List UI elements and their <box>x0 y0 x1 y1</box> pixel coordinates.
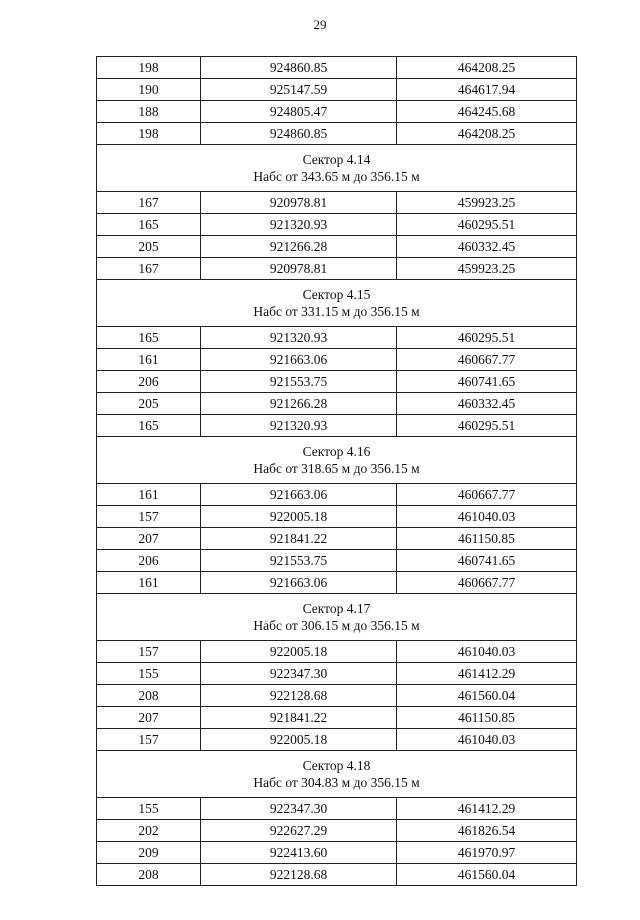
y-coordinate-cell: 464617.94 <box>397 79 577 101</box>
x-coordinate-cell: 924860.85 <box>201 57 397 79</box>
table-row <box>97 192 577 214</box>
table-row <box>97 258 577 280</box>
x-coordinate-cell: 924860.85 <box>201 123 397 145</box>
point-number-cell: 198 <box>97 57 201 79</box>
point-number-cell: 207 <box>97 528 201 550</box>
sector-height-range: Набс от 304.83 м до 356.15 м <box>253 775 420 790</box>
point-number-cell: 157 <box>97 641 201 663</box>
sector-header-row <box>97 437 577 484</box>
x-coordinate-cell: 925147.59 <box>201 79 397 101</box>
table-row <box>97 685 577 707</box>
sector-height-range: Набс от 318.65 м до 356.15 м <box>253 461 420 476</box>
sector-header-row <box>97 594 577 641</box>
point-number-cell: 155 <box>97 663 201 685</box>
sector-header <box>97 145 577 192</box>
y-coordinate-cell: 459923.25 <box>397 192 577 214</box>
y-coordinate-cell: 460667.77 <box>397 349 577 371</box>
coordinates-table <box>96 56 577 886</box>
point-number-cell: 209 <box>97 842 201 864</box>
point-number-cell: 208 <box>97 864 201 886</box>
y-coordinate-cell: 460667.77 <box>397 484 577 506</box>
x-coordinate-cell: 922005.18 <box>201 729 397 751</box>
x-coordinate-cell: 921663.06 <box>201 572 397 594</box>
x-coordinate-cell: 922128.68 <box>201 864 397 886</box>
table-row <box>97 550 577 572</box>
point-number-cell: 155 <box>97 798 201 820</box>
y-coordinate-cell: 461970.97 <box>397 842 577 864</box>
point-number-cell: 188 <box>97 101 201 123</box>
point-number-cell: 165 <box>97 415 201 437</box>
table-row <box>97 707 577 729</box>
point-number-cell: 167 <box>97 192 201 214</box>
y-coordinate-cell: 460741.65 <box>397 550 577 572</box>
point-number-cell: 202 <box>97 820 201 842</box>
sector-title: Сектор 4.14 <box>302 152 371 167</box>
page-number: 29 <box>313 17 327 32</box>
point-number-cell: 198 <box>97 123 201 145</box>
y-coordinate-cell: 461150.85 <box>397 528 577 550</box>
sector-header <box>97 751 577 798</box>
x-coordinate-cell: 924805.47 <box>201 101 397 123</box>
x-coordinate-cell: 921266.28 <box>201 236 397 258</box>
x-coordinate-cell: 921266.28 <box>201 393 397 415</box>
y-coordinate-cell: 461150.85 <box>397 707 577 729</box>
coordinates-table-body <box>97 57 577 886</box>
table-row <box>97 798 577 820</box>
table-row <box>97 663 577 685</box>
x-coordinate-cell: 920978.81 <box>201 258 397 280</box>
y-coordinate-cell: 461040.03 <box>397 729 577 751</box>
table-row <box>97 484 577 506</box>
sector-header-row <box>97 145 577 192</box>
x-coordinate-cell: 921663.06 <box>201 349 397 371</box>
x-coordinate-cell: 922005.18 <box>201 506 397 528</box>
y-coordinate-cell: 459923.25 <box>397 258 577 280</box>
point-number-cell: 165 <box>97 214 201 236</box>
point-number-cell: 161 <box>97 349 201 371</box>
y-coordinate-cell: 461560.04 <box>397 685 577 707</box>
table-row <box>97 79 577 101</box>
sector-title: Сектор 4.15 <box>302 287 371 302</box>
sector-header <box>97 280 577 327</box>
y-coordinate-cell: 464208.25 <box>397 57 577 79</box>
table-row <box>97 506 577 528</box>
table-row <box>97 101 577 123</box>
table-row <box>97 528 577 550</box>
x-coordinate-cell: 921841.22 <box>201 528 397 550</box>
y-coordinate-cell: 461412.29 <box>397 663 577 685</box>
point-number-cell: 206 <box>97 550 201 572</box>
x-coordinate-cell: 922347.30 <box>201 798 397 820</box>
point-number-cell: 207 <box>97 707 201 729</box>
y-coordinate-cell: 460332.45 <box>397 236 577 258</box>
sector-title: Сектор 4.16 <box>302 444 371 459</box>
table-row <box>97 57 577 79</box>
point-number-cell: 157 <box>97 506 201 528</box>
y-coordinate-cell: 460295.51 <box>397 327 577 349</box>
x-coordinate-cell: 922128.68 <box>201 685 397 707</box>
table-row <box>97 415 577 437</box>
sector-header <box>97 594 577 641</box>
point-number-cell: 165 <box>97 327 201 349</box>
x-coordinate-cell: 921553.75 <box>201 550 397 572</box>
x-coordinate-cell: 921553.75 <box>201 371 397 393</box>
table-row <box>97 349 577 371</box>
sector-title: Сектор 4.18 <box>302 758 371 773</box>
table-row <box>97 641 577 663</box>
y-coordinate-cell: 460667.77 <box>397 572 577 594</box>
point-number-cell: 206 <box>97 371 201 393</box>
table-row <box>97 236 577 258</box>
table-row <box>97 371 577 393</box>
x-coordinate-cell: 921663.06 <box>201 484 397 506</box>
table-row <box>97 572 577 594</box>
y-coordinate-cell: 460295.51 <box>397 415 577 437</box>
point-number-cell: 161 <box>97 572 201 594</box>
sector-height-range: Набс от 331.15 м до 356.15 м <box>253 304 420 319</box>
x-coordinate-cell: 922347.30 <box>201 663 397 685</box>
sector-header-row <box>97 280 577 327</box>
y-coordinate-cell: 461040.03 <box>397 641 577 663</box>
point-number-cell: 167 <box>97 258 201 280</box>
sector-header-row <box>97 751 577 798</box>
y-coordinate-cell: 464245.68 <box>397 101 577 123</box>
x-coordinate-cell: 922005.18 <box>201 641 397 663</box>
y-coordinate-cell: 464208.25 <box>397 123 577 145</box>
sector-height-range: Набс от 306.15 м до 356.15 м <box>253 618 420 633</box>
point-number-cell: 205 <box>97 236 201 258</box>
y-coordinate-cell: 461826.54 <box>397 820 577 842</box>
sector-height-range: Набс от 343.65 м до 356.15 м <box>253 169 420 184</box>
point-number-cell: 190 <box>97 79 201 101</box>
table-row <box>97 864 577 886</box>
sector-title: Сектор 4.17 <box>302 601 371 616</box>
table-row <box>97 842 577 864</box>
y-coordinate-cell: 461412.29 <box>397 798 577 820</box>
y-coordinate-cell: 460741.65 <box>397 371 577 393</box>
x-coordinate-cell: 920978.81 <box>201 192 397 214</box>
point-number-cell: 208 <box>97 685 201 707</box>
y-coordinate-cell: 460332.45 <box>397 393 577 415</box>
point-number-cell: 161 <box>97 484 201 506</box>
x-coordinate-cell: 921320.93 <box>201 415 397 437</box>
x-coordinate-cell: 921841.22 <box>201 707 397 729</box>
table-row <box>97 820 577 842</box>
x-coordinate-cell: 922627.29 <box>201 820 397 842</box>
table-row <box>97 393 577 415</box>
point-number-cell: 205 <box>97 393 201 415</box>
table-row <box>97 327 577 349</box>
table-row <box>97 214 577 236</box>
y-coordinate-cell: 461040.03 <box>397 506 577 528</box>
x-coordinate-cell: 921320.93 <box>201 327 397 349</box>
y-coordinate-cell: 461560.04 <box>397 864 577 886</box>
x-coordinate-cell: 921320.93 <box>201 214 397 236</box>
point-number-cell: 157 <box>97 729 201 751</box>
sector-header <box>97 437 577 484</box>
y-coordinate-cell: 460295.51 <box>397 214 577 236</box>
table-row <box>97 729 577 751</box>
x-coordinate-cell: 922413.60 <box>201 842 397 864</box>
table-row <box>97 123 577 145</box>
